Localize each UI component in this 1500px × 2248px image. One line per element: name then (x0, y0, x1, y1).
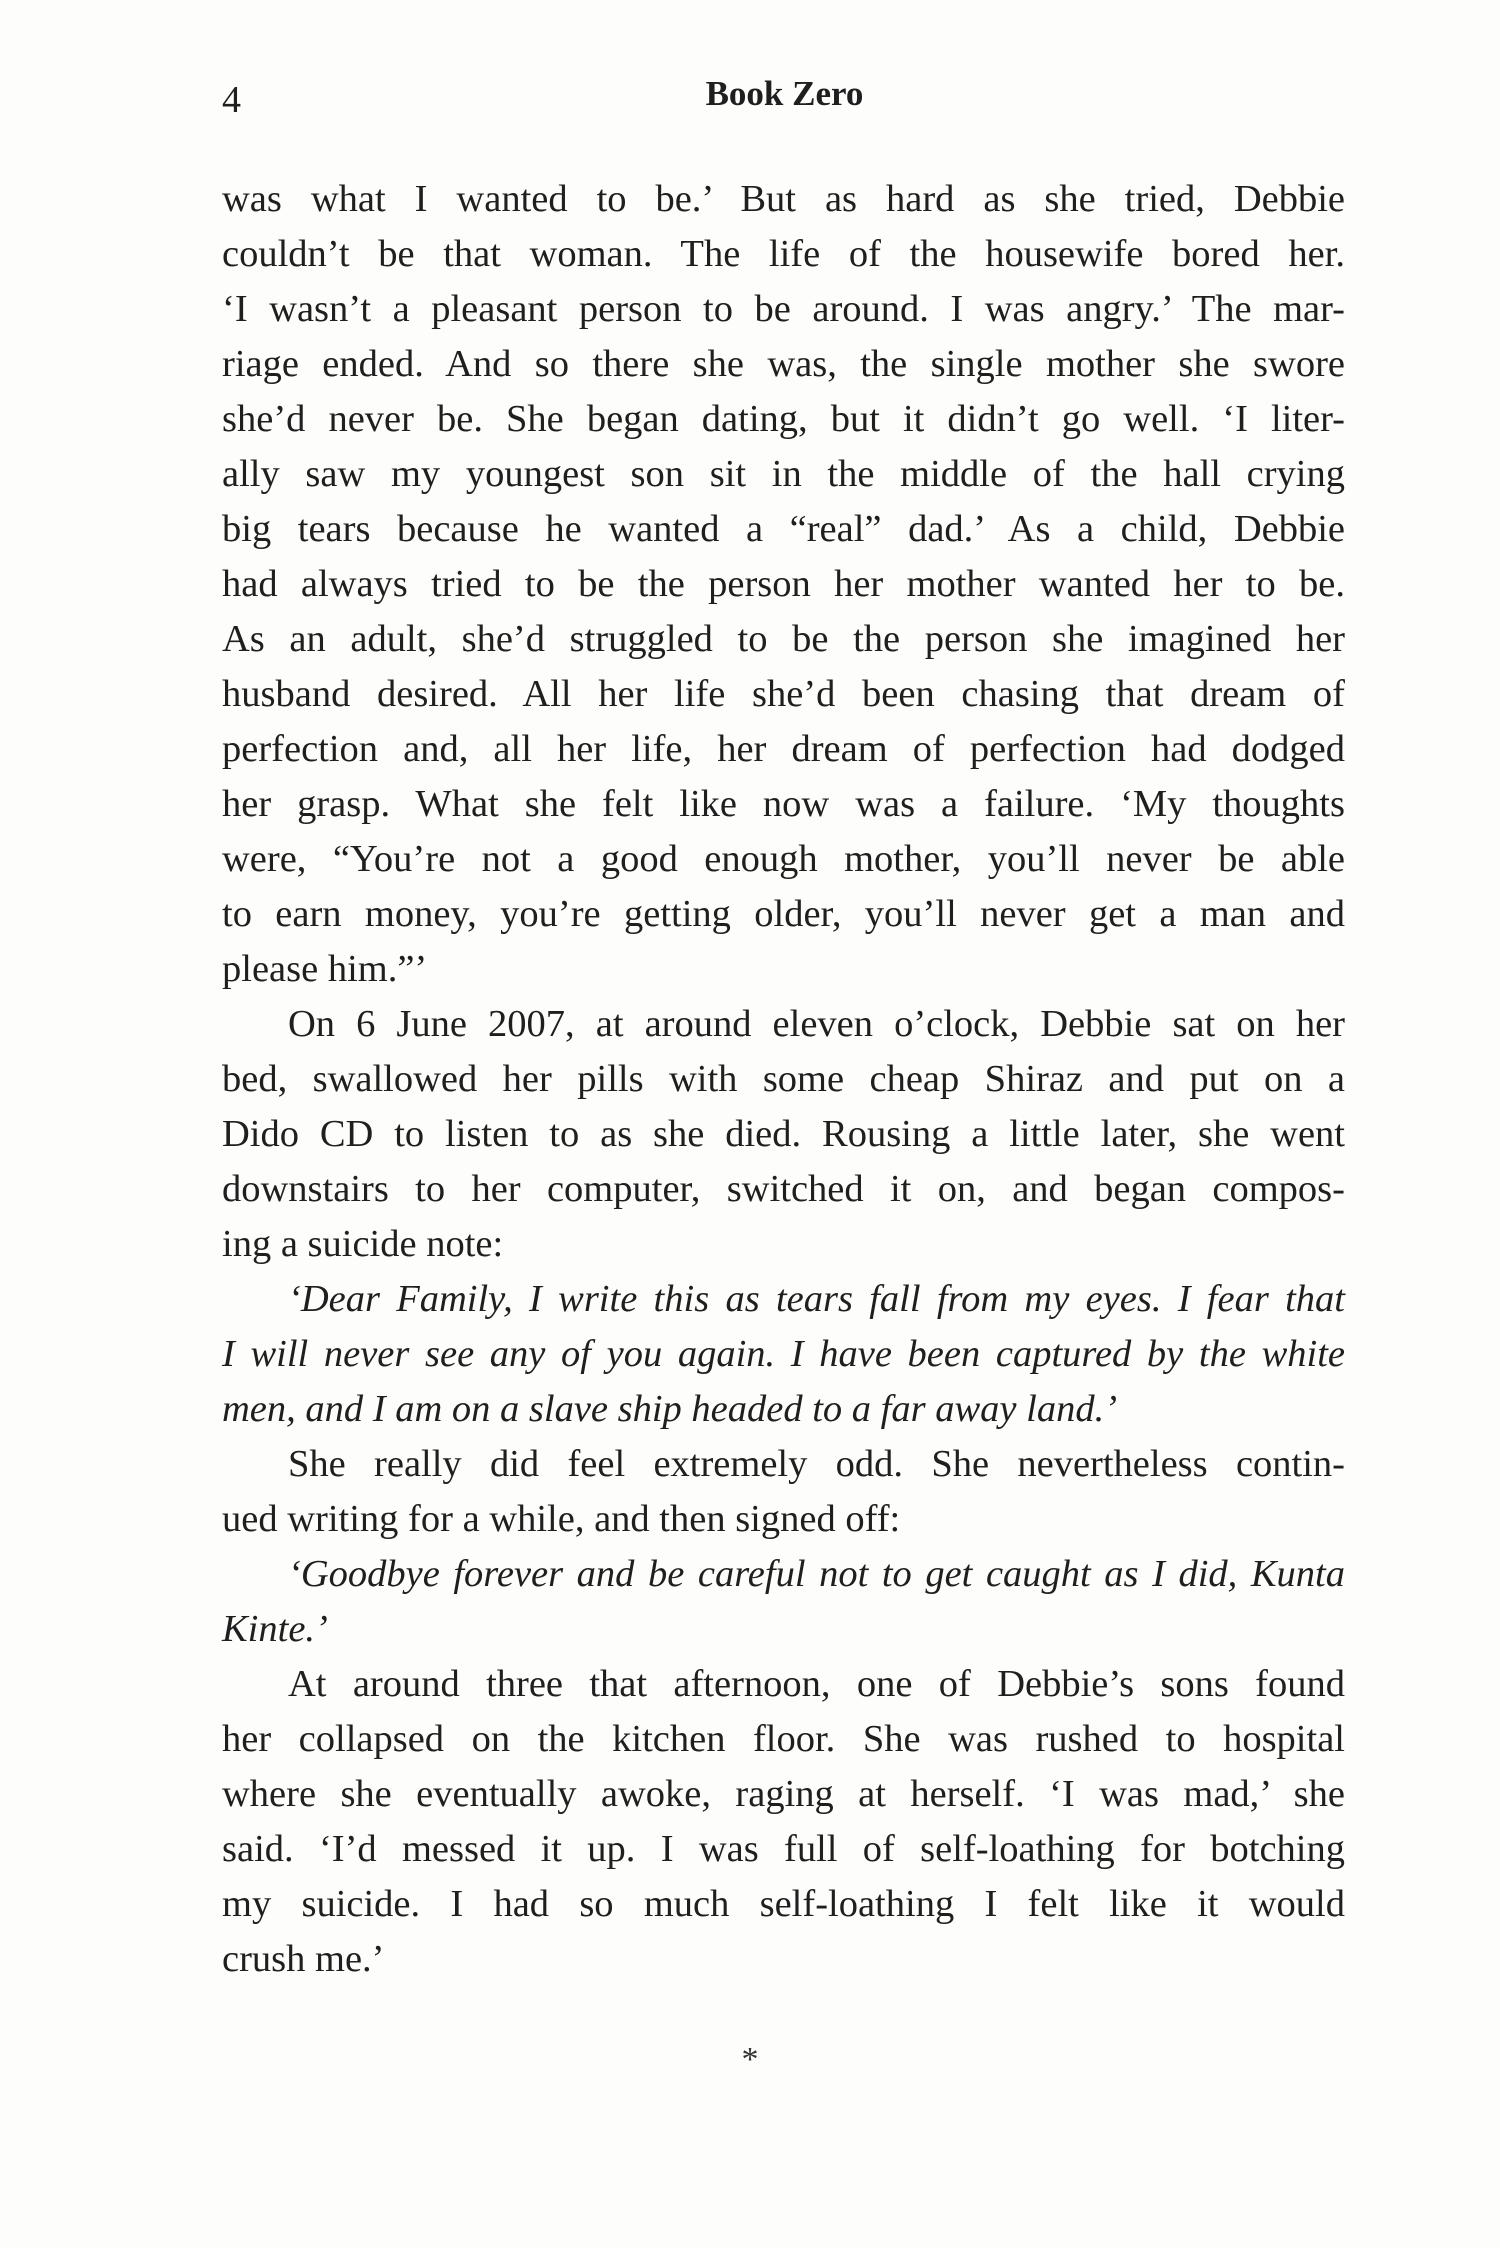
text-line: her collapsed on the kitchen floor. She was rushed to hospital (222, 1718, 1345, 1760)
paragraph-4 (222, 1657, 1345, 1987)
text-line: ing a suicide note: (222, 1223, 504, 1265)
paragraph-3 (222, 1437, 1345, 1547)
text-line: ‘Goodbye forever and be careful not to get caught as I did, Kunta (288, 1553, 1345, 1595)
text-line: Dido CD to listen to as she died. Rousing a little later, she went (222, 1113, 1345, 1155)
quoted-note-1 (222, 1272, 1345, 1437)
text-line: please him.”’ (222, 948, 428, 990)
text-line: said. ‘I’d messed it up. I was full of self-loathing for botching (222, 1828, 1345, 1870)
text-line: downstairs to her computer, switched it on, and began compos- (222, 1168, 1345, 1210)
running-head (222, 70, 1347, 130)
text-line: husband desired. All her life she’d been chasing that dream of (222, 673, 1345, 715)
text-line: ued writing for a while, and then signed off: (222, 1498, 901, 1540)
text-line: was what I wanted to be.’ But as hard as she tried, Debbie (222, 178, 1345, 220)
text-line: she’d never be. She began dating, but it didn’t go well. ‘I liter- (222, 398, 1345, 440)
section-break-asterisk: * (741, 2041, 759, 2078)
text-line: had always tried to be the person her mother wanted her to be. (222, 563, 1345, 605)
text-line: I will never see any of you again. I have been captured by the white (222, 1333, 1345, 1375)
text-line: my suicide. I had so much self-loathing I felt like it would (222, 1883, 1345, 1925)
text-line: As an adult, she’d struggled to be the person she imagined her (222, 618, 1345, 660)
text-line: On 6 June 2007, at around eleven o’clock, Debbie sat on her (288, 1003, 1345, 1045)
text-line: big tears because he wanted a “real” dad.’ As a child, Debbie (222, 508, 1345, 550)
text-line: ‘I wasn’t a pleasant person to be around. I was angry.’ The mar- (222, 288, 1345, 330)
book-title: Book Zero (705, 74, 864, 113)
page-number: 4 (222, 79, 241, 121)
text-line: riage ended. And so there she was, the single mother she swore (222, 343, 1345, 385)
text-line: Kinte.’ (222, 1608, 328, 1650)
text-line: to earn money, you’re getting older, you’ll never get a man and (222, 893, 1345, 935)
text-line: men, and I am on a slave ship headed to a far away land.’ (222, 1388, 1118, 1430)
quoted-note-2 (222, 1547, 1345, 1657)
text-line: her grasp. What she felt like now was a failure. ‘My thoughts (222, 783, 1345, 825)
text-line: ‘Dear Family, I write this as tears fall from my eyes. I fear that (288, 1278, 1345, 1320)
text-line: crush me.’ (222, 1938, 385, 1980)
text-line: She really did feel extremely odd. She nevertheless contin- (288, 1443, 1345, 1485)
text-line: perfection and, all her life, her dream of perfection had dodged (222, 728, 1345, 770)
text-line: where she eventually awoke, raging at herself. ‘I was mad,’ she (222, 1773, 1345, 1815)
paragraph-2 (222, 997, 1345, 1272)
paragraph-1 (222, 172, 1345, 997)
text-line: bed, swallowed her pills with some cheap Shiraz and put on a (222, 1058, 1345, 1100)
text-line: At around three that afternoon, one of Debbie’s sons found (288, 1663, 1345, 1705)
body-text (222, 172, 1345, 1987)
text-line: were, “You’re not a good enough mother, you’ll never be able (222, 838, 1345, 880)
text-line: couldn’t be that woman. The life of the housewife bored her. (222, 233, 1345, 275)
text-line: ally saw my youngest son sit in the middle of the hall crying (222, 453, 1345, 495)
